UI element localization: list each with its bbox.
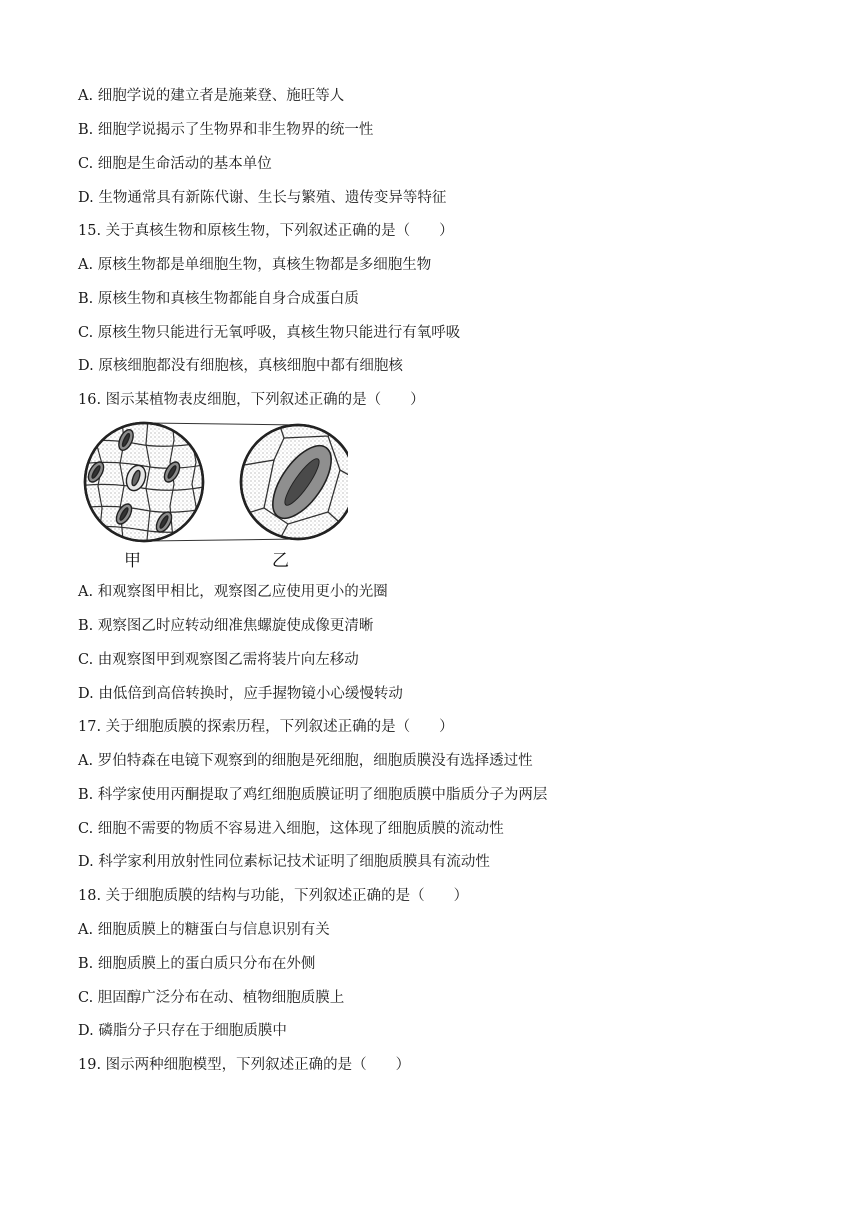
figure-label-jia: 甲 — [124, 551, 141, 571]
q17-stem: 17. 关于细胞质膜的探索历程，下列叙述正确的是（ ） — [78, 719, 454, 735]
q17-option-d: D. 科学家利用放射性同位素标记技术证明了细胞质膜具有流动性 — [78, 854, 490, 870]
q14-option-a: A. 细胞学说的建立者是施莱登、施旺等人 — [78, 88, 345, 104]
q18-option-d: D. 磷脂分子只存在于细胞质膜中 — [78, 1023, 287, 1039]
q15-stem: 15. 关于真核生物和原核生物，下列叙述正确的是（ ） — [78, 223, 454, 239]
q16-option-a: A. 和观察图甲相比，观察图乙应使用更小的光圈 — [78, 584, 388, 600]
figure-label-yi: 乙 — [272, 551, 289, 571]
q15-option-c: C. 原核生物只能进行无氧呼吸，真核生物只能进行有氧呼吸 — [78, 325, 461, 341]
q17-option-a: A. 罗伯特森在电镜下观察到的细胞是死细胞，细胞质膜没有选择透过性 — [78, 753, 533, 769]
q19-stem: 19. 图示两种细胞模型，下列叙述正确的是（ ） — [78, 1057, 411, 1073]
q16-stem: 16. 图示某植物表皮细胞，下列叙述正确的是（ ） — [78, 392, 425, 408]
q17-option-b: B. 科学家使用丙酮提取了鸡红细胞质膜证明了细胞质膜中脂质分子为两层 — [78, 787, 548, 803]
q17-option-c: C. 细胞不需要的物质不容易进入细胞，这体现了细胞质膜的流动性 — [78, 821, 504, 837]
q16-option-d: D. 由低倍到高倍转换时，应手握物镜小心缓慢转动 — [78, 686, 403, 702]
field-jia-low-power — [78, 420, 218, 550]
field-yi-high-power — [238, 420, 348, 550]
q16-microscope-figure — [78, 420, 348, 570]
q16-option-c: C. 由观察图甲到观察图乙需将装片向左移动 — [78, 652, 359, 668]
q18-stem: 18. 关于细胞质膜的结构与功能，下列叙述正确的是（ ） — [78, 888, 469, 904]
q14-option-b: B. 细胞学说揭示了生物界和非生物界的统一性 — [78, 122, 374, 138]
q15-option-b: B. 原核生物和真核生物都能自身合成蛋白质 — [78, 291, 359, 307]
q18-option-b: B. 细胞质膜上的蛋白质只分布在外侧 — [78, 956, 316, 972]
q16-option-b: B. 观察图乙时应转动细准焦螺旋使成像更清晰 — [78, 618, 374, 634]
q18-option-c: C. 胆固醇广泛分布在动、植物细胞质膜上 — [78, 990, 345, 1006]
q14-option-c: C. 细胞是生命活动的基本单位 — [78, 156, 272, 172]
microscope-fields-illustration — [78, 420, 348, 550]
q15-option-a: A. 原核生物都是单细胞生物，真核生物都是多细胞生物 — [78, 257, 432, 273]
q18-option-a: A. 细胞质膜上的糖蛋白与信息识别有关 — [78, 922, 330, 938]
q15-option-d: D. 原核细胞都没有细胞核，真核细胞中都有细胞核 — [78, 358, 403, 374]
q14-option-d: D. 生物通常具有新陈代谢、生长与繁殖、遗传变异等特征 — [78, 190, 447, 206]
